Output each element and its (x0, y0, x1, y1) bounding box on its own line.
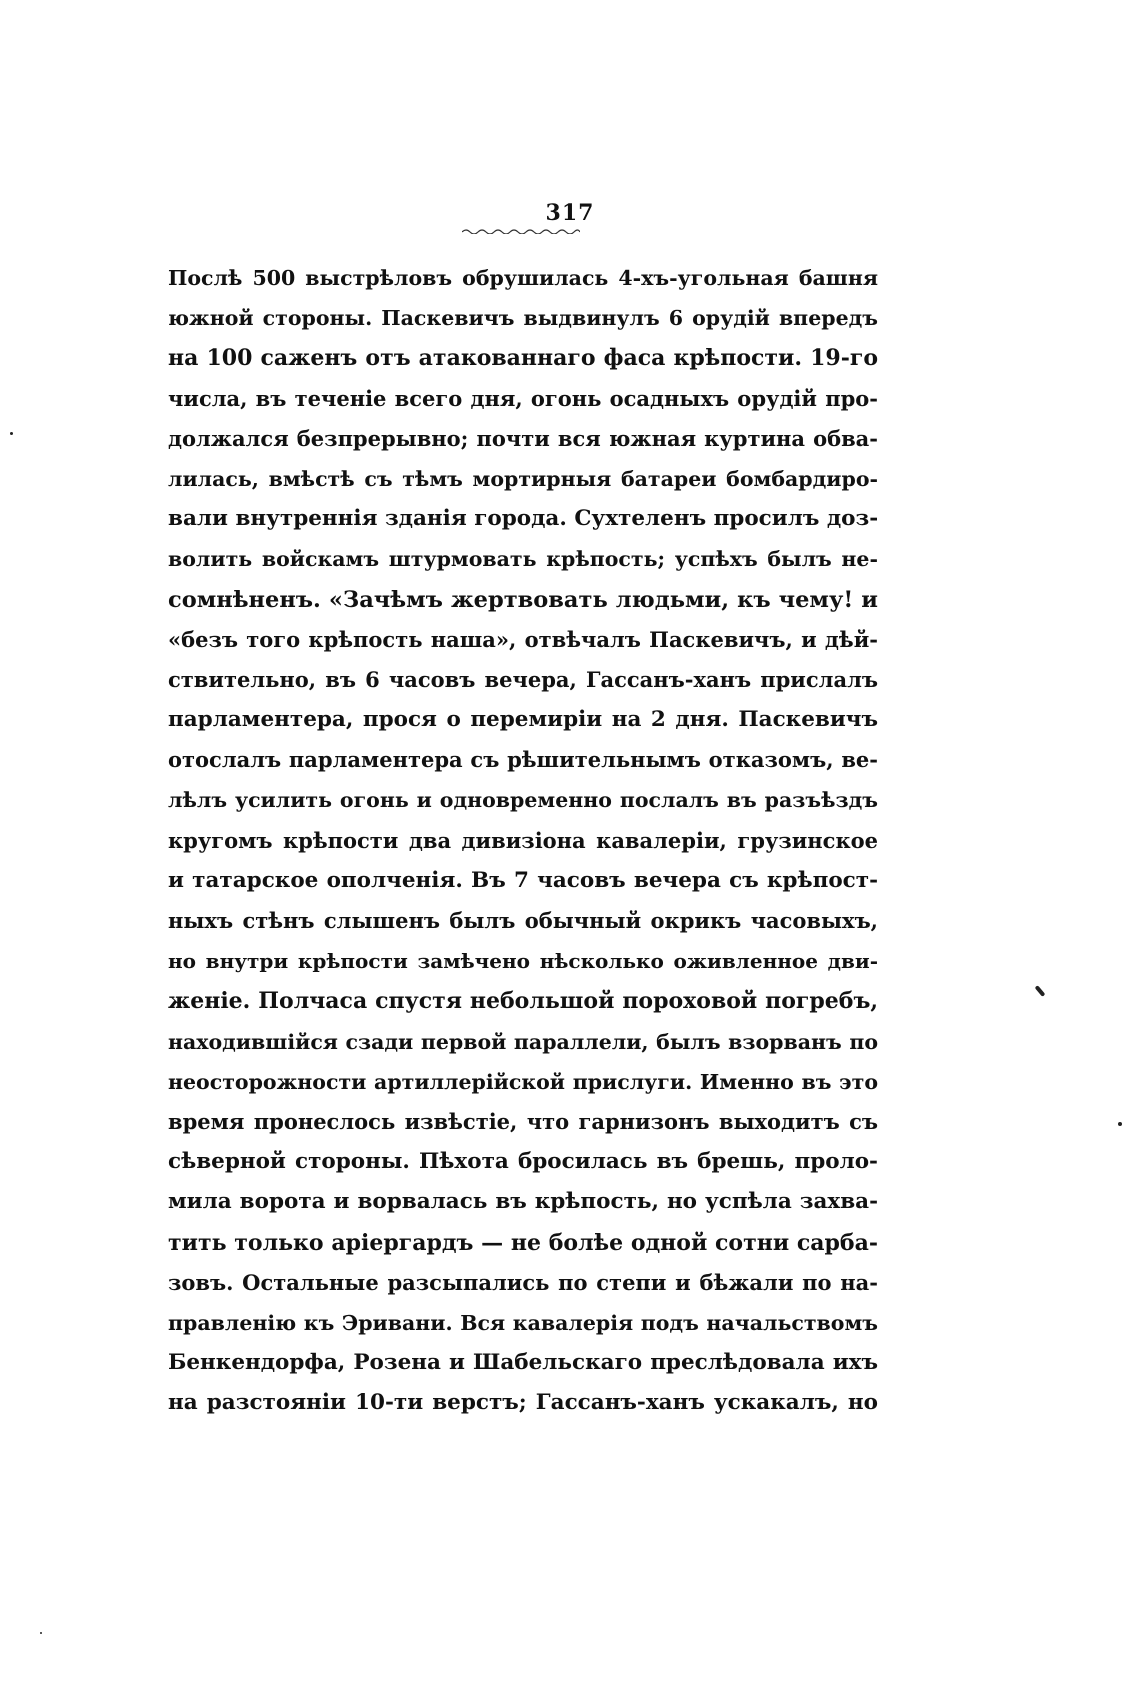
text-line: кругомъ крѣпости два дивизіона кавалеріи, грузинское (168, 827, 878, 853)
text-line: женіе. Полчаса спустя небольшой пороховой погребъ, (168, 988, 878, 1015)
text-line: лилась, вмѣстѣ съ тѣмъ мортирныя батареи бомбардиро- (168, 466, 878, 491)
scan-speck (40, 1632, 42, 1634)
page-number: 317 (545, 200, 595, 226)
scan-speck (1118, 1122, 1122, 1126)
text-line: «безъ того крѣпость наша», отвѣчалъ Паскевичъ, и дѣй- (168, 626, 878, 652)
text-line: вали внутреннія зданія города. Сухтеленъ просилъ доз- (168, 506, 879, 532)
text-line: сомнѣненъ. «Зачѣмъ жертвовать людьми, къ чему! и (168, 586, 878, 613)
text-line: отослалъ парламентера съ рѣшительнымъ отказомъ, ве- (168, 747, 878, 773)
text-line: мила ворота и ворвалась въ крѣпость, но успѣла захва- (168, 1189, 878, 1215)
scan-speck (10, 432, 13, 435)
text-line: на разстояніи 10-ти верстъ; Гассанъ-ханъ ускакалъ, но (168, 1390, 878, 1416)
text-line: Бенкендорфа, Розена и Шабельскаго преслѣдовала ихъ (168, 1350, 878, 1376)
text-line: лѣлъ усилить огонь и одновременно послалъ въ разъѣздъ (168, 788, 878, 813)
text-line: на 100 саженъ отъ атакованнаго фаса крѣпости. 19-го (168, 345, 878, 372)
text-line: неосторожности артиллерійской прислуги. Именно въ это (168, 1069, 878, 1094)
text-line: тить только аріергардъ — не болѣе одной сотни сарба- (168, 1229, 878, 1256)
body-text (168, 258, 878, 1423)
text-line: правленію къ Эривани. Вся кавалерія подъ начальствомъ (168, 1310, 878, 1335)
scan-speck (1035, 985, 1046, 997)
text-line: но внутри крѣпости замѣчено нѣсколько оживленное дви- (168, 949, 878, 974)
text-line: и татарское ополченія. Въ 7 часовъ вечера съ крѣпост- (168, 867, 878, 893)
text-line: зовъ. Остальные разсыпались по степи и бѣжали по на- (168, 1269, 878, 1295)
text-line: южной стороны. Паскевичъ выдвинулъ 6 орудій впередъ (168, 306, 878, 331)
text-line: должался безпрерывно; почти вся южная куртина обва- (168, 425, 878, 451)
text-line: парламентера, прося о перемиріи на 2 дня. Паскевичъ (168, 707, 878, 733)
text-line: ныхъ стѣнъ слышенъ былъ обычный окрикъ часовыхъ, (168, 908, 878, 933)
text-line: волить войскамъ штурмовать крѣпость; успѣхъ былъ не- (168, 547, 878, 572)
text-line: сѣверной стороны. Пѣхота бросилась въ брешь, проло- (168, 1149, 878, 1175)
text-line: числа, въ теченіе всего дня, огонь осадныхъ орудій про- (168, 385, 878, 411)
decorative-wavy-rule (462, 228, 580, 234)
text-line: ствительно, въ 6 часовъ вечера, Гассанъ-ханъ прислалъ (168, 666, 878, 692)
text-line: находившійся сзади первой параллели, былъ взорванъ по (168, 1029, 878, 1054)
text-line: время пронеслось извѣстіе, что гарнизонъ выходитъ съ (168, 1108, 878, 1134)
text-line: Послѣ 500 выстрѣловъ обрушилась 4-хъ-угольная башня (168, 266, 878, 290)
